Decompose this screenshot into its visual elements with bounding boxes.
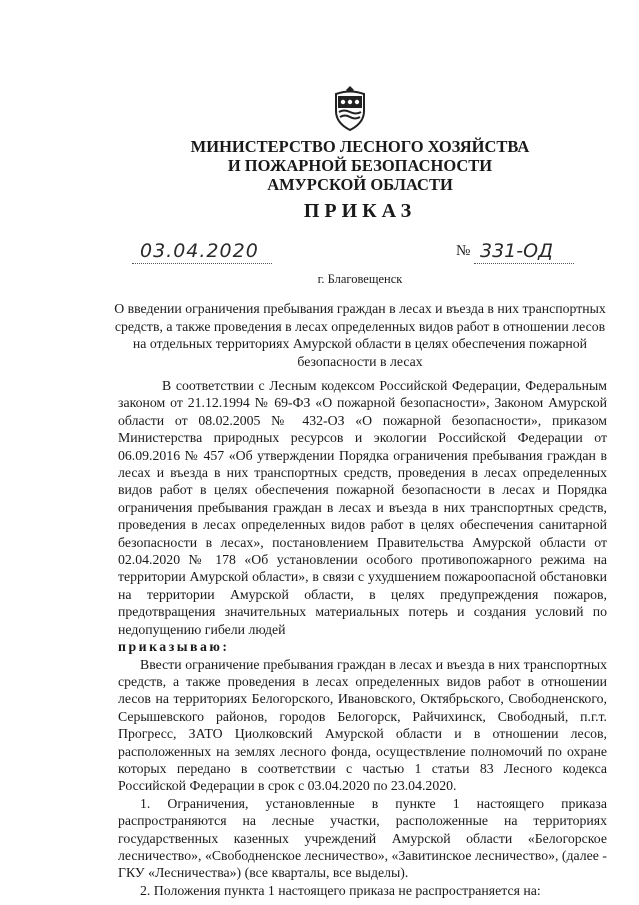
- preamble-paragraph: В соответствии с Лесным кодексом Российской Федерации, Федеральным законом от 21.12.1994 № 69-ФЗ «О пожарной безопасности», Законом Амурской области от 08.02.2005 № 432-ОЗ «О пожарной безопасности», приказом Министерства природных ресурсов и экологии Российской Федерации от 06.09.2016 № 457 «Об утверждении Порядка ограничения пребывания граждан в лесах и въезда в них транспортных средств, проведения в лесах определенных видов работ в целях обеспечения пожарной безопасности в лесах и Порядка ограничения пребывания граждан в лесах и въезда в них транспортных средств, проведения в лесах определенных видов работ в целях обеспечения санитарной безопасности в лесах», постановлением Правительства Амурской области от 02.04.2020 № 178 «Об установлении особого противопожарного режима на территории Амурской области», в связи с ухудшением пожароопасной обстановки на территории Амурской области, в целях предупреждения пожаров, предотвращения значительных материальных потерь и создания условий по недопущению гибели людей: [118, 378, 607, 637]
- order-number-label: №: [456, 243, 471, 259]
- order-city: г. Благовещенск: [317, 272, 403, 286]
- orders-word: приказываю:: [118, 639, 230, 655]
- date-underline: [132, 263, 272, 264]
- order-title: ПРИКАЗ: [303, 200, 417, 222]
- ministry-line-1: МИНИСТЕРСТВО ЛЕСНОГО ХОЗЯЙСТВА: [190, 137, 530, 156]
- item-2-paragraph: 2. Положения пункта 1 настоящего приказа не распространяется на:: [140, 882, 541, 898]
- ministry-line-2: И ПОЖАРНОЙ БЕЗОПАСНОСТИ: [227, 156, 493, 175]
- order-body: [118, 377, 607, 899]
- order-number: 331-ОД: [480, 240, 553, 262]
- ministry-line-3: АМУРСКОЙ ОБЛАСТИ: [267, 175, 453, 194]
- ministry-name: [150, 137, 570, 194]
- order-subject: О введении ограничения пребывания граждан в лесах и въезда в них транспортных средств, а также проведения в лесах определенных видов работ в отношении лесов на отдельных территориях Амурской области в целях обеспечения пожарной безопасности в лесах: [114, 301, 606, 369]
- order-date: 03.04.2020: [140, 240, 259, 262]
- main-paragraph: Ввести ограничение пребывания граждан в лесах и въезда в них транспортных средств, а также проведения в лесах определенных видов работ в отношении лесов на территориях Белогорского, Ивановского, Октябрьского, Свободненского, Серышевского районов, городов Белогорск, Райчихинск, Свободный, п.г.т. Прогресс, ЗАТО Циолковский Амурской области и в отношении лесов, расположенных на землях лесного фонда, осуществление полномочий по охране которых передано в соответствии с частью 1 статьи 83 Лесного кодекса Российской Федерации в срок с 03.04.2020 по 23.04.2020.: [118, 656, 607, 794]
- amur-coat-of-arms-icon: [330, 85, 370, 131]
- number-underline: [474, 263, 574, 264]
- item-1-paragraph: 1. Ограничения, установленные в пункте 1 настоящего приказа распространяются на лесные участки, расположенные на территориях государственных казенных учреждений Амурской области «Белогорское лесничество», «Свободненское лесничество», «Завитинское лесничество», (далее - ГКУ «Лесничества») (все кварталы, все выделы).: [118, 795, 607, 881]
